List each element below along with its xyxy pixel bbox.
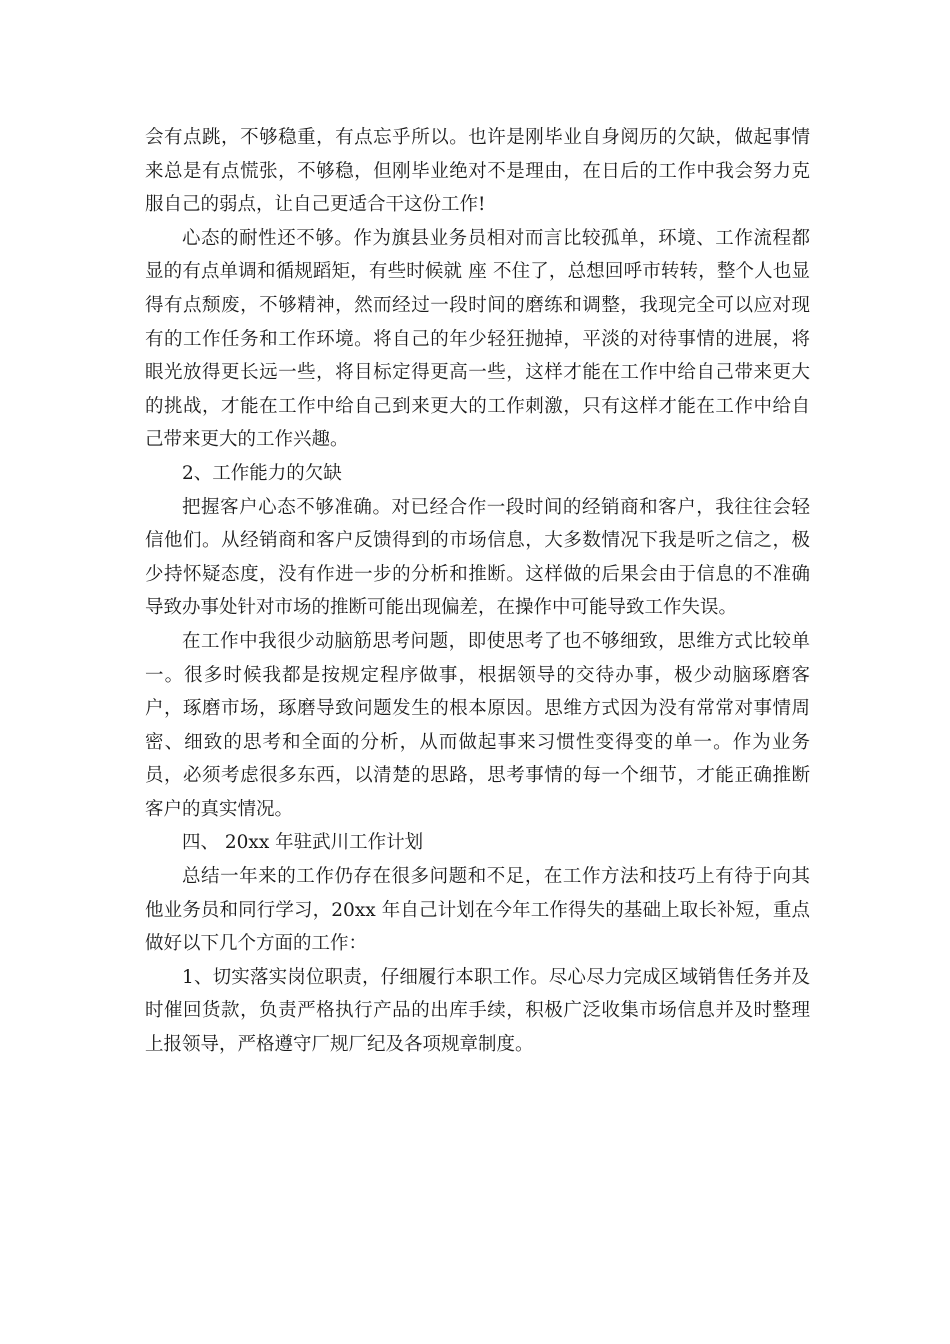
document-body bbox=[145, 121, 810, 1062]
paragraph-continuation: 会有点跳，不够稳重，有点忘乎所以。也许是刚毕业自身阅历的欠缺，做起事情来总是有点慌张，不够稳，但刚毕业绝对不是理由，在日后的工作中我会努力克服自己的弱点，让自己更适合干这份工作! bbox=[145, 127, 810, 216]
section-heading-plan: 四、 20xx 年驻武川工作计划 bbox=[182, 832, 424, 854]
paragraph-patience: 心态的耐性还不够。作为旗县业务员相对而言比较孤单，环境、工作流程都显的有点单调和循规蹈矩，有些时候就 座 不住了，总想回呼市转转，整个人也显得有点颓废，不够精神，然而经过一段时间的磨练和调整，我现完全可以应对现有的工作任务和工作环境。将自己的年少轻狂抛掉，平淡的对待事情的进展，将眼光放得更长远一些，将目标定得更高一些，这样才能在工作中给自己带来更大的挑战，才能在工作中给自己到来更大的工作刺激，只有这样才能在工作中给自己带来更大的工作兴趣。 bbox=[145, 227, 810, 451]
paragraph-customer-mindset: 把握客户心态不够准确。对已经合作一段时间的经销商和客户，我往往会轻信他们。从经销商和客户反馈得到的市场信息，大多数情况下我是听之信之，极少持怀疑态度，没有作进一步的分析和推断。这样做的后果会由于信息的不准确导致办事处针对市场的推断可能出现偏差，在操作中可能导致工作失误。 bbox=[145, 496, 810, 619]
paragraph-plan-item-1: 1、切实落实岗位职责，仔细履行本职工作。尽心尽力完成区域销售任务并及时催回货款，负责严格执行产品的出库手续，积极广泛收集市场信息并及时整理上报领导，严格遵守厂规厂纪及各项规章制度。 bbox=[145, 966, 810, 1056]
section-heading-ability: 2、工作能力的欠缺 bbox=[182, 462, 342, 484]
paragraph-thinking: 在工作中我很少动脑筋思考问题，即使思考了也不够细致，思维方式比较单一。很多时候我都是按规定程序做事，根据领导的交待办事，极少动脑琢磨客户，琢磨市场，琢磨导致问题发生的根本原因。思维方式因为没有常常对事情周密、细致的思考和全面的分析，从而做起事来习惯性变得变的单一。作为业务员，必须考虑很多东西，以清楚的思路，思考事情的每一个细节，才能正确推断客户的真实情况。 bbox=[145, 630, 810, 820]
paragraph-plan-intro: 总结一年来的工作仍存在很多问题和不足，在工作方法和技巧上有待于向其他业务员和同行学习，20xx 年自己计划在今年工作得失的基础上取长补短，重点做好以下几个方面的工作： bbox=[145, 866, 810, 955]
